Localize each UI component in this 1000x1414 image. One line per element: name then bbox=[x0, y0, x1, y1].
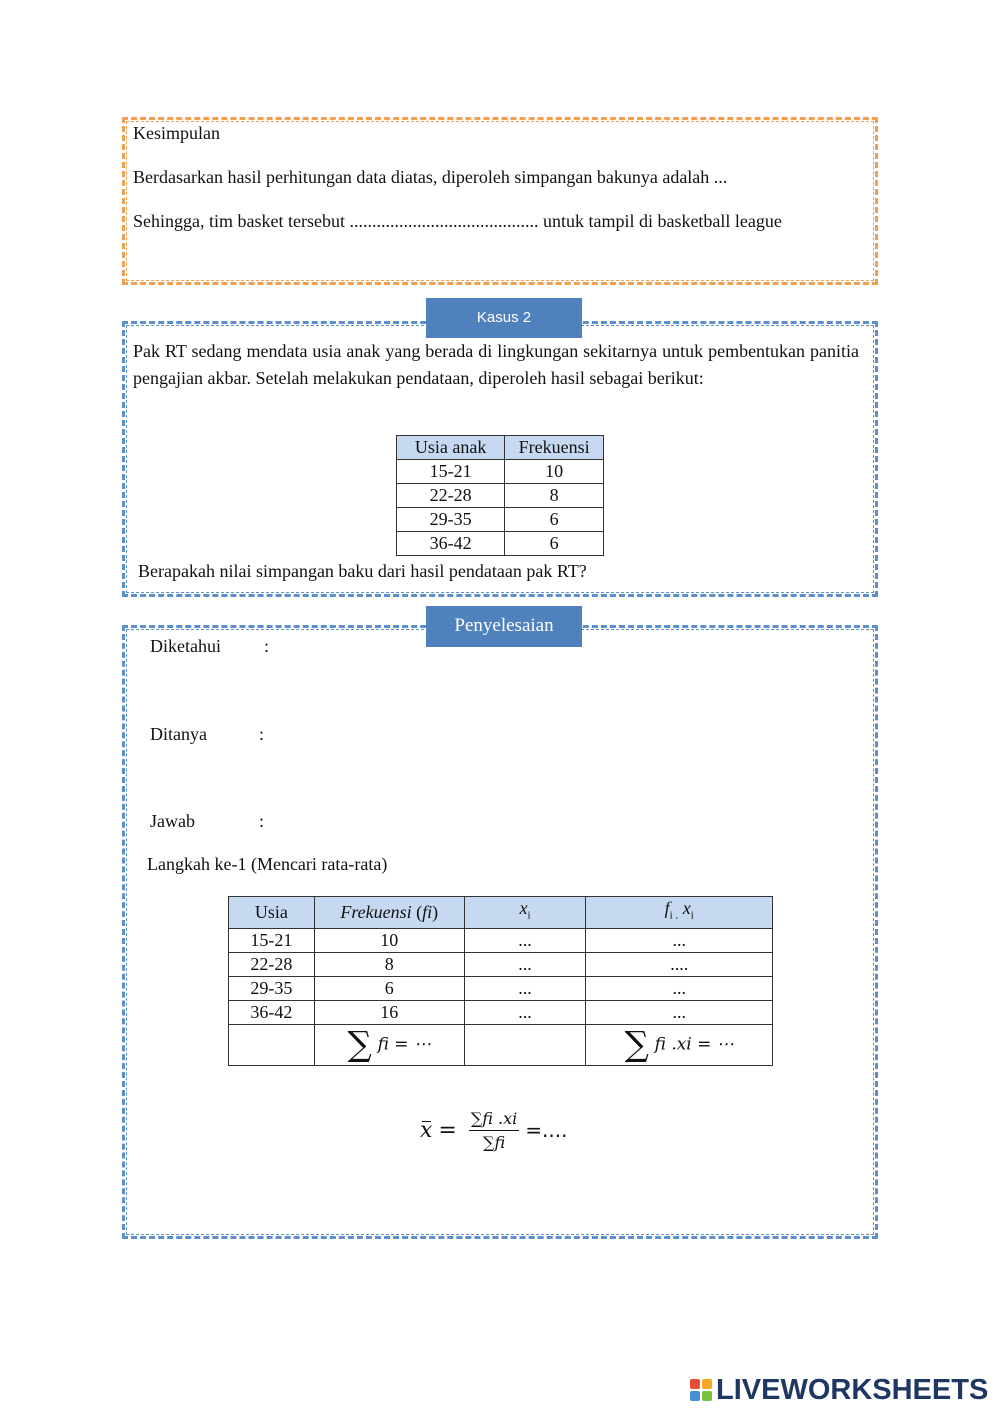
header-frekuensi: Frekuensi bbox=[505, 436, 604, 460]
cell-fi-xi: ... bbox=[586, 976, 773, 1000]
cell-frekuensi: 6 bbox=[314, 976, 464, 1000]
diketahui-colon: : bbox=[264, 636, 270, 656]
ditanya-colon: : bbox=[259, 724, 265, 744]
cell-usia: 15-21 bbox=[229, 928, 315, 952]
cell-usia: 22-28 bbox=[397, 484, 505, 508]
cell-frekuensi: 6 bbox=[505, 508, 604, 532]
logo-square-orange bbox=[702, 1379, 712, 1389]
header-fi-symbol: fi bbox=[422, 901, 433, 922]
table-header-row bbox=[229, 897, 773, 929]
cell-frekuensi: 6 bbox=[505, 532, 604, 556]
cell-frekuensi: 8 bbox=[314, 952, 464, 976]
sum-fixi-cell bbox=[586, 1024, 773, 1065]
header-usia-anak: Usia anak bbox=[397, 436, 505, 460]
header-usia: Usia bbox=[229, 897, 315, 929]
cell-fi-xi: .... bbox=[586, 952, 773, 976]
cell-frekuensi: 16 bbox=[314, 1000, 464, 1024]
cell-usia: 22-28 bbox=[229, 952, 315, 976]
table-row bbox=[229, 976, 773, 1000]
table-header-row bbox=[397, 436, 604, 460]
logo-text: LIVEWORKSHEETS bbox=[716, 1373, 989, 1406]
cell-empty bbox=[229, 1024, 315, 1065]
cell-xi: ... bbox=[464, 928, 586, 952]
equals-sign: = bbox=[438, 1117, 457, 1143]
jawab-label: Jawab bbox=[150, 811, 195, 831]
kasus-question: Berapakah nilai simpangan baku dari hasil pendataan pak RT? bbox=[138, 561, 587, 581]
sigma-symbol: ∑ bbox=[347, 1024, 372, 1065]
kesimpulan-title: Kesimpulan bbox=[133, 123, 220, 143]
formula-result: =.... bbox=[525, 1118, 568, 1142]
penyelesaian-label: Penyelesaian bbox=[426, 606, 582, 647]
fraction-denominator: ∑fi bbox=[483, 1132, 506, 1152]
logo-square-green bbox=[702, 1391, 712, 1401]
cell-fi-xi: ... bbox=[586, 1000, 773, 1024]
cell-xi: ... bbox=[464, 976, 586, 1000]
sum-row bbox=[229, 1024, 773, 1065]
header-fi-xi bbox=[586, 897, 773, 929]
table-row bbox=[229, 952, 773, 976]
header-fx-x-subscript: i bbox=[690, 909, 694, 922]
table-row bbox=[397, 460, 604, 484]
cell-frekuensi: 10 bbox=[505, 460, 604, 484]
cell-frekuensi: 8 bbox=[505, 484, 604, 508]
cell-usia: 36-42 bbox=[229, 1000, 315, 1024]
diketahui-label: Diketahui bbox=[150, 636, 221, 656]
sum-fixi-expression: fi .xi = ⋯ bbox=[654, 1034, 734, 1055]
header-f-symbol: f bbox=[664, 898, 670, 918]
sum-fi-expression: fi = ⋯ bbox=[377, 1034, 431, 1055]
langkah-1-label: Langkah ke-1 (Mencari rata-rata) bbox=[147, 854, 388, 874]
mean-fraction bbox=[469, 1109, 519, 1152]
table-row bbox=[397, 532, 604, 556]
x-bar-symbol: x bbox=[420, 1117, 433, 1143]
logo-mark-icon bbox=[690, 1379, 712, 1401]
kasus-label: Kasus 2 bbox=[426, 298, 582, 338]
cell-frekuensi: 10 bbox=[314, 928, 464, 952]
rata-rata-table bbox=[228, 896, 773, 1066]
header-frekuensi-fi: Frekuensi (fi) bbox=[314, 897, 464, 929]
ditanya-label: Ditanya bbox=[150, 724, 207, 744]
cell-xi: ... bbox=[464, 1000, 586, 1024]
logo-square-blue bbox=[690, 1391, 700, 1401]
cell-usia: 29-35 bbox=[397, 508, 505, 532]
table-row bbox=[229, 928, 773, 952]
table-row bbox=[229, 1000, 773, 1024]
sigma-symbol: ∑ bbox=[624, 1024, 649, 1065]
table-row bbox=[397, 508, 604, 532]
mean-formula bbox=[420, 1100, 567, 1160]
header-f-subscript: i . bbox=[669, 909, 679, 922]
header-frekuensi-text: Frekuensi bbox=[340, 901, 412, 922]
cell-empty bbox=[464, 1024, 586, 1065]
header-xi bbox=[464, 897, 586, 929]
header-x-symbol: x bbox=[519, 898, 528, 918]
header-fx-x-symbol: x bbox=[682, 898, 691, 918]
kesimpulan-line-1: Berdasarkan hasil perhitungan data diatas, diperoleh simpangan bakunya adalah ... bbox=[133, 167, 728, 187]
table-row bbox=[397, 484, 604, 508]
kasus-paragraph: Pak RT sedang mendata usia anak yang berada di lingkungan sekitarnya untuk pembentukan panitia pengajian akbar. Setelah melakukan pendataan, diperoleh hasil sebagai berikut: bbox=[133, 341, 859, 388]
jawab-colon: : bbox=[259, 811, 265, 831]
cell-xi: ... bbox=[464, 952, 586, 976]
liveworksheets-logo[interactable] bbox=[690, 1372, 988, 1408]
kesimpulan-box bbox=[122, 117, 878, 285]
sum-fi-cell bbox=[314, 1024, 464, 1065]
kesimpulan-line-2: Sehingga, tim basket tersebut .......................................... untuk tampil di basketball league bbox=[133, 211, 782, 231]
header-x-subscript: i bbox=[527, 909, 531, 922]
cell-usia: 36-42 bbox=[397, 532, 505, 556]
cell-fi-xi: ... bbox=[586, 928, 773, 952]
fraction-numerator: ∑fi .xi bbox=[469, 1109, 519, 1131]
cell-usia: 29-35 bbox=[229, 976, 315, 1000]
cell-usia: 15-21 bbox=[397, 460, 505, 484]
logo-square-red bbox=[690, 1379, 700, 1389]
usia-frequency-table bbox=[396, 435, 604, 556]
